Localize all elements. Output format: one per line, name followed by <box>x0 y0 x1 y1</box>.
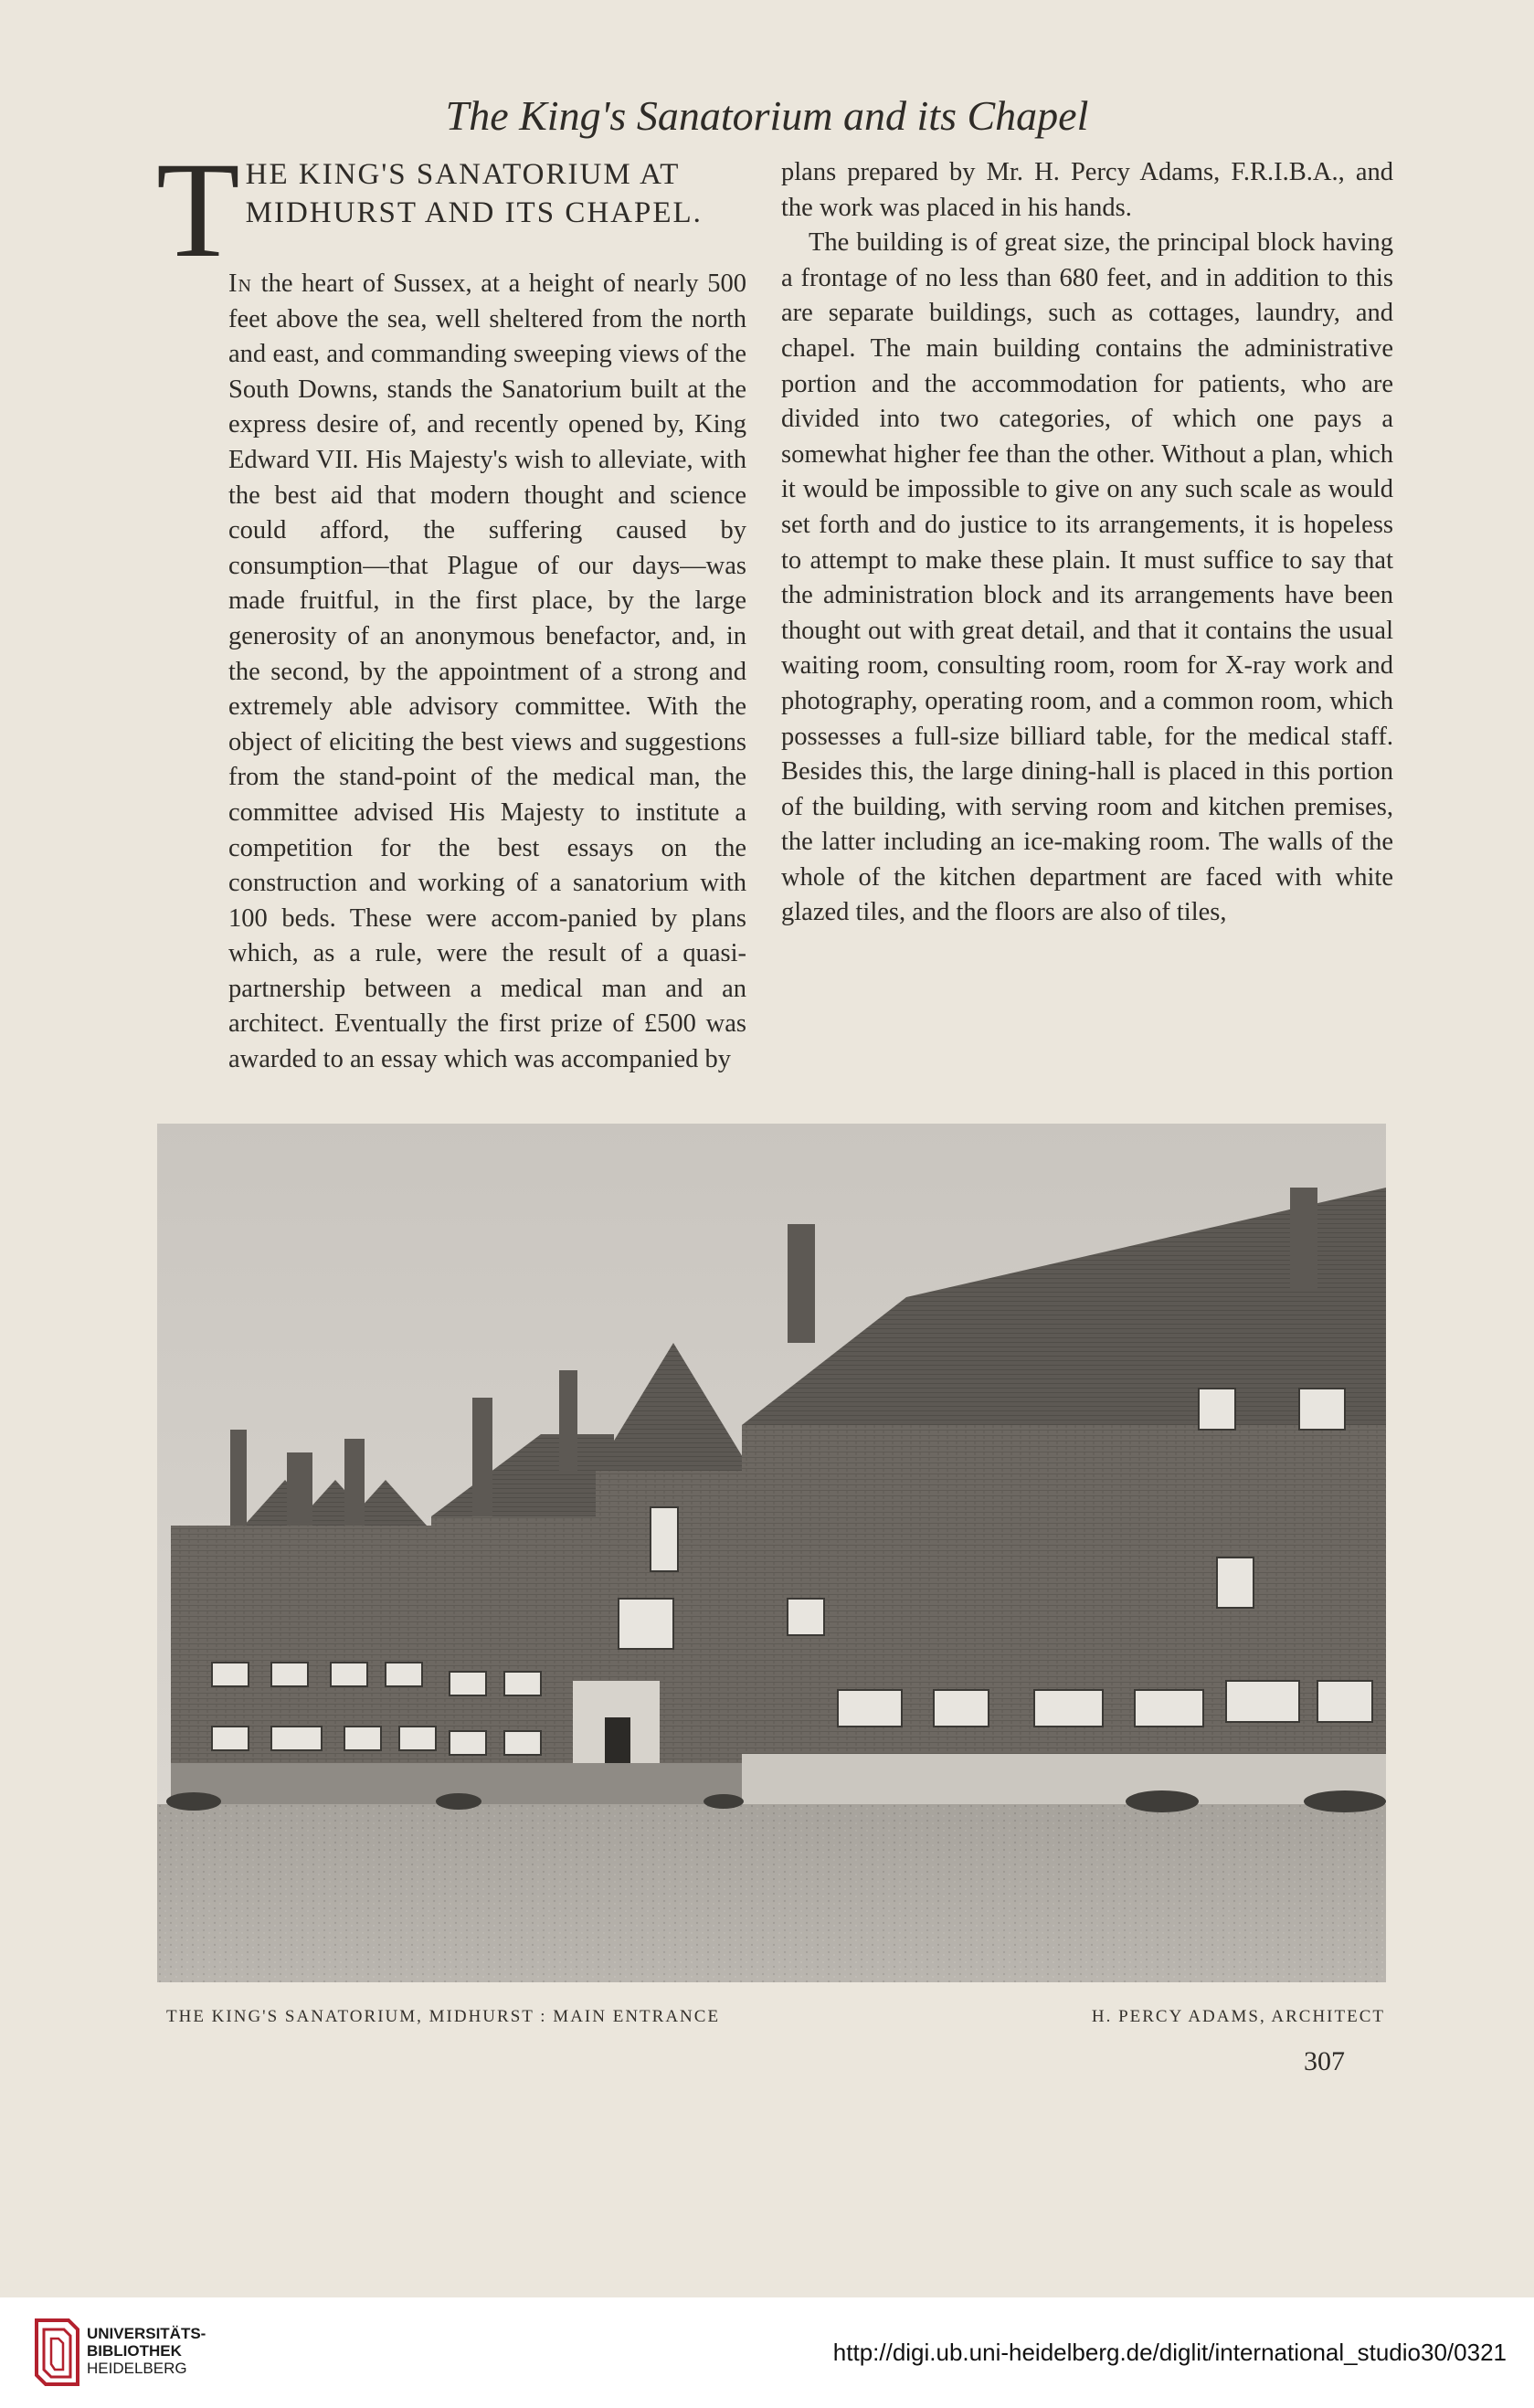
sanatorium-photograph <box>157 1124 1386 1982</box>
lead-in-word: In <box>228 269 252 298</box>
source-url-link[interactable]: http://digi.ub.uni-heidelberg.de/diglit/international_studio30/0321 <box>832 2339 1507 2366</box>
right-column <box>781 155 1393 931</box>
left-column <box>156 134 746 1078</box>
library-name-line-2: BIBLIOTHEK <box>87 2342 182 2360</box>
running-head: The King's Sanatorium and its Chapel <box>445 92 1089 139</box>
page-number: 307 <box>1304 2046 1345 2076</box>
heading-line-1: HE KING'S SANATORIUM AT <box>245 158 681 191</box>
sanatorium-building-illustration <box>157 1124 1386 1982</box>
library-name-line-3: HEIDELBERG <box>87 2360 187 2377</box>
drop-cap: T <box>156 134 240 286</box>
university-library-logo-icon <box>27 2311 91 2393</box>
library-name <box>87 2325 206 2377</box>
right-paragraph-2: The building is of great size, the principal block having a frontage of no less than 680 feet, and in addition to this are separate buildings, such as cottages, laundry, and chapel. The main building contains the administrative portion and the accommodation for patients, who are divided into two categories, of which one pays a somewhat higher fee than the other. Without a plan, which it would be impossible to give on any such scale as would set forth and do justice to its arrangements, it is hopeless to attempt to make these plain. It must suffice to say that the administration block and its arrangements have been thought out with great detail, and that it contains the usual waiting room, consulting room, room for X-ray work and photography, operating room, and a common room, which possesses a full-size billiard table, for the medical staff. Besides this, the large dining-hall is placed in this portion of the building, with serving room and kitchen premises, the latter including an ice-making room. The walls of the whole of the kitchen department are faced with white glazed tiles, and the floors are also of tiles, <box>781 228 1393 927</box>
caption-right: H. PERCY ADAMS, ARCHITECT <box>1091 2007 1385 2026</box>
heading-line-2: MIDHURST AND ITS CHAPEL. <box>245 196 703 229</box>
library-name-line-1: UNIVERSITÄTS- <box>87 2325 206 2342</box>
right-paragraph-1: plans prepared by Mr. H. Percy Adams, F.R.I.B.A., and the work was placed in his hands. <box>781 158 1393 222</box>
left-paragraph-text: the heart of Sussex, at a height of nearly 500 feet above the sea, well sheltered from the north and east, and commanding sweeping views of the South Downs, stands the Sanatorium built at the express desire of, and recently opened by, King Edward VII. His Majesty's wish to alleviate, with the best aid that modern thought and science could afford, the suffering caused by consumption—that Plague of our days—was made fruitful, in the first place, by the large generosity of an anonymous benefactor, and, in the second, by the appointment of a strong and extremely able advisory committee. With the object of eliciting the best views and suggestions from the stand-point of the medical man, the committee advised His Majesty to institute a competition for the best essays on the construction and working of a sanatorium with 100 beds. These were accom-panied by plans which, as a rule, were the result of a quasi-partnership between a medical man and an architect. Eventually the first prize of £500 was awarded to an essay which was accompanied by <box>228 269 746 1074</box>
article-heading <box>156 134 746 286</box>
caption-left: THE KING'S SANATORIUM, MIDHURST : MAIN ENTRANCE <box>166 2007 721 2026</box>
left-paragraph <box>160 267 746 1078</box>
